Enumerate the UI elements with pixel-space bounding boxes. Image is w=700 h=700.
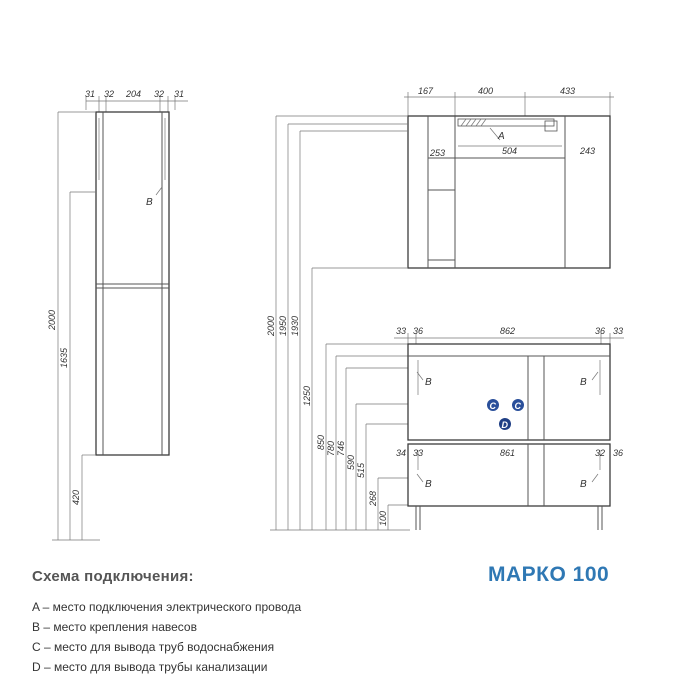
mirror-cabinet-drawing bbox=[404, 86, 614, 268]
h-dim-100: 100 bbox=[378, 510, 388, 526]
pc-dim-1: 31 bbox=[85, 89, 96, 99]
connection-legend bbox=[32, 568, 432, 677]
pc-dim-3: 204 bbox=[126, 89, 142, 99]
h-dim-1250: 1250 bbox=[302, 385, 312, 406]
mc-dim-400: 400 bbox=[478, 86, 494, 96]
h-dim-780: 780 bbox=[326, 440, 336, 456]
legend-item-a: A – место подключения электрического провода bbox=[32, 600, 302, 614]
pc-dim-2: 32 bbox=[104, 89, 115, 99]
pc-height-2000: 2000 bbox=[47, 309, 57, 330]
upper-dim-3: 862 bbox=[500, 326, 516, 336]
model-name: МАРКО 100 bbox=[488, 563, 610, 586]
upper-hinge-right: B bbox=[580, 377, 587, 388]
lower-dim-3: 861 bbox=[500, 448, 516, 458]
upper-dim-2: 36 bbox=[413, 326, 424, 336]
pc-dim-5: 31 bbox=[174, 89, 185, 99]
h-dim-268: 268 bbox=[368, 490, 378, 506]
mc-inner-243: 243 bbox=[580, 146, 596, 156]
upper-dim-1: 33 bbox=[396, 326, 407, 336]
pencil-case-drawing bbox=[47, 89, 188, 540]
lower-dim-2: 33 bbox=[413, 448, 424, 458]
mc-dim-433: 433 bbox=[560, 86, 576, 96]
lower-dim-1: 34 bbox=[396, 448, 407, 458]
pc-height-1635: 1635 bbox=[59, 347, 69, 368]
h-dim-1930: 1930 bbox=[290, 315, 300, 336]
water-label-left: C bbox=[489, 401, 496, 411]
upper-hinge-left: B bbox=[425, 377, 432, 388]
lower-dim-5: 36 bbox=[613, 448, 624, 458]
legend-title: Схема подключения: bbox=[32, 568, 194, 585]
h-dim-850: 850 bbox=[316, 434, 326, 450]
mc-inner-253: 253 bbox=[430, 148, 446, 158]
vanity-drawing bbox=[394, 326, 624, 530]
mc-inner-504: 504 bbox=[502, 146, 518, 156]
mc-dim-167: 167 bbox=[418, 86, 434, 96]
water-label-right: C bbox=[514, 401, 521, 411]
lower-dim-4: 32 bbox=[595, 448, 606, 458]
lower-hinge-left: B bbox=[425, 479, 432, 490]
h-dim-515: 515 bbox=[356, 462, 366, 478]
h-dim-2000: 2000 bbox=[266, 315, 276, 336]
pc-height-420: 420 bbox=[71, 489, 81, 505]
legend-item-d: D – место для вывода трубы канализации bbox=[32, 660, 268, 674]
h-dim-1950: 1950 bbox=[278, 315, 288, 336]
lower-hinge-right: B bbox=[580, 479, 587, 490]
legend-item-c: C – место для вывода труб водоснабжения bbox=[32, 640, 275, 654]
h-dim-746: 746 bbox=[336, 440, 346, 456]
legend-item-b: B – место крепления навесов bbox=[32, 620, 197, 634]
mc-power-label: A bbox=[498, 131, 505, 142]
drain-label: D bbox=[501, 420, 508, 430]
upper-dim-4: 36 bbox=[595, 326, 606, 336]
pc-hinge-label: B bbox=[146, 197, 153, 208]
upper-dim-5: 33 bbox=[613, 326, 624, 336]
h-dim-590: 590 bbox=[346, 454, 356, 470]
pc-dim-4: 32 bbox=[154, 89, 165, 99]
